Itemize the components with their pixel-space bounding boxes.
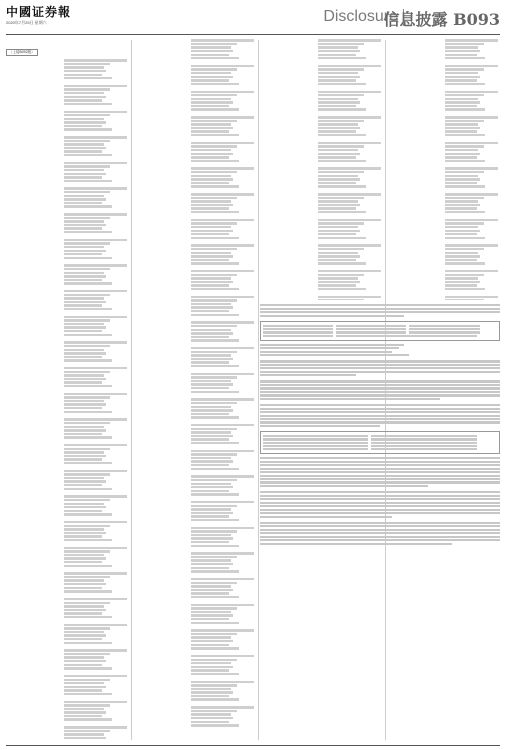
- list-item: [133, 705, 257, 728]
- continued-from-label: （上接B092版）: [6, 49, 38, 56]
- entry-details: [64, 212, 130, 235]
- entry-org-name: [133, 525, 189, 548]
- entry-org-name: [133, 397, 189, 420]
- entry-org-name: [6, 597, 62, 620]
- list-item: [6, 469, 130, 492]
- entry-org-name: [387, 141, 443, 164]
- entry-details: [64, 366, 130, 389]
- list-item: [6, 520, 130, 543]
- entry-org-name: [133, 423, 189, 446]
- entry-org-name: [133, 346, 189, 369]
- issue-date: 2020年7月25日 星期六: [6, 20, 47, 25]
- entry-details: [191, 320, 257, 343]
- list-item: [260, 192, 384, 215]
- column-divider: [131, 40, 132, 740]
- list-item: [387, 192, 500, 215]
- entry-details: [445, 243, 500, 266]
- entry-org-name: [6, 443, 62, 466]
- entry-org-name: [133, 115, 189, 138]
- column-2: [133, 38, 257, 741]
- entry-details: [64, 469, 130, 492]
- entry-details: [191, 500, 257, 523]
- list-item: [133, 295, 257, 318]
- entry-org-name: [133, 64, 189, 87]
- entry-details: [445, 166, 500, 189]
- entry-details: [64, 186, 130, 209]
- list-item: [260, 115, 384, 138]
- entry-org-name: [133, 166, 189, 189]
- list-item: [6, 622, 130, 645]
- entry-details: [64, 520, 130, 543]
- list-item: [6, 238, 130, 261]
- entry-org-name: [133, 705, 189, 728]
- entry-org-name: [133, 141, 189, 164]
- list-item: [6, 212, 130, 235]
- entry-org-name: [133, 372, 189, 395]
- entry-org-name: [6, 725, 62, 741]
- entry-org-name: [6, 161, 62, 184]
- section-name-chinese: [383, 7, 500, 30]
- list-item: [6, 674, 130, 697]
- entry-details: [64, 135, 130, 158]
- list-item: [6, 109, 130, 132]
- entry-org-name: [6, 238, 62, 261]
- notice-table: [260, 321, 500, 341]
- entry-org-name: [6, 135, 62, 158]
- list-item: [387, 38, 500, 61]
- entry-org-name: [6, 494, 62, 517]
- list-item: [6, 135, 130, 158]
- list-item: [260, 243, 384, 266]
- entry-org-name: [6, 417, 62, 440]
- entry-details: [64, 263, 130, 286]
- entry-org-name: [6, 263, 62, 286]
- list-item: [133, 346, 257, 369]
- notice-paragraph: [260, 522, 500, 545]
- announcement-notice: [260, 303, 500, 743]
- notice-paragraph: [260, 380, 500, 400]
- list-item: [133, 89, 257, 112]
- entry-details: [191, 346, 257, 369]
- column-4: [387, 38, 500, 300]
- entry-org-name: [6, 520, 62, 543]
- masthead: [0, 0, 506, 38]
- entry-org-name: [133, 500, 189, 523]
- list-item: [387, 269, 500, 292]
- notice-table: [260, 431, 500, 454]
- entry-details: [64, 494, 130, 517]
- entry-org-name: [133, 577, 189, 600]
- list-item: [133, 551, 257, 574]
- list-item: [133, 372, 257, 395]
- entry-org-name: [133, 654, 189, 677]
- entry-details: [445, 269, 500, 292]
- entry-list: [133, 38, 257, 728]
- entry-list: [6, 58, 130, 741]
- notice-paragraph: [260, 457, 500, 487]
- entry-org-name: [133, 474, 189, 497]
- entry-details: [191, 269, 257, 292]
- entry-details: [191, 397, 257, 420]
- entry-details: [64, 648, 130, 671]
- list-item: [133, 602, 257, 625]
- entry-details: [191, 38, 257, 61]
- entry-org-name: [6, 58, 62, 81]
- list-item: [133, 115, 257, 138]
- entry-org-name: [6, 545, 62, 568]
- entry-org-name: [133, 679, 189, 702]
- entry-details: [445, 38, 500, 61]
- entry-details: [445, 192, 500, 215]
- entry-org-name: [260, 115, 316, 138]
- list-item: [6, 58, 130, 81]
- entry-details: [191, 423, 257, 446]
- entry-org-name: [387, 295, 443, 300]
- entry-details: [191, 192, 257, 215]
- list-item: [6, 366, 130, 389]
- list-item: [260, 89, 384, 112]
- entry-details: [191, 243, 257, 266]
- list-item: [133, 64, 257, 87]
- list-item: [260, 64, 384, 87]
- entry-org-name: [133, 192, 189, 215]
- notice-paragraph: [260, 304, 500, 317]
- entry-details: [445, 141, 500, 164]
- entry-details: [191, 705, 257, 728]
- list-item: [6, 597, 130, 620]
- entry-org-name: [133, 449, 189, 472]
- list-item: [260, 295, 384, 300]
- list-item: [6, 161, 130, 184]
- notice-paragraph: [260, 344, 500, 357]
- entry-org-name: [6, 109, 62, 132]
- entry-details: [318, 115, 384, 138]
- entry-org-name: [133, 269, 189, 292]
- entry-org-name: [6, 315, 62, 338]
- list-item: [133, 679, 257, 702]
- list-item: [6, 571, 130, 594]
- list-item: [260, 166, 384, 189]
- section-title: 信息披露: [383, 10, 448, 29]
- list-item: [387, 218, 500, 241]
- page-code: B093: [453, 10, 500, 29]
- list-item: [6, 84, 130, 107]
- entry-org-name: [6, 289, 62, 312]
- entry-org-name: [133, 243, 189, 266]
- list-item: [6, 648, 130, 671]
- entry-org-name: [260, 218, 316, 241]
- entry-org-name: [260, 89, 316, 112]
- list-item: [6, 417, 130, 440]
- entry-org-name: [133, 218, 189, 241]
- entry-details: [191, 295, 257, 318]
- entry-details: [64, 238, 130, 261]
- entry-org-name: [260, 243, 316, 266]
- entry-details: [64, 674, 130, 697]
- entry-details: [318, 218, 384, 241]
- list-item: [387, 166, 500, 189]
- entry-org-name: [6, 340, 62, 363]
- entry-details: [191, 525, 257, 548]
- entry-org-name: [133, 295, 189, 318]
- entry-org-name: [6, 366, 62, 389]
- entry-details: [191, 474, 257, 497]
- entry-details: [191, 372, 257, 395]
- list-item: [6, 494, 130, 517]
- entry-org-name: [133, 551, 189, 574]
- entry-details: [191, 449, 257, 472]
- list-item: [6, 699, 130, 722]
- entry-org-name: [387, 115, 443, 138]
- entry-details: [445, 115, 500, 138]
- entry-org-name: [387, 166, 443, 189]
- entry-org-name: [6, 674, 62, 697]
- entry-list: [387, 38, 500, 300]
- list-item: [133, 141, 257, 164]
- entry-org-name: [6, 186, 62, 209]
- entry-details: [191, 654, 257, 677]
- list-item: [6, 443, 130, 466]
- entry-details: [318, 89, 384, 112]
- entry-details: [64, 315, 130, 338]
- notice-paragraph: [260, 491, 500, 518]
- list-item: [6, 340, 130, 363]
- entry-org-name: [6, 648, 62, 671]
- entry-details: [64, 289, 130, 312]
- entry-org-name: [387, 218, 443, 241]
- list-item: [387, 141, 500, 164]
- entry-details: [64, 340, 130, 363]
- entry-details: [191, 166, 257, 189]
- list-item: [6, 315, 130, 338]
- entry-details: [191, 551, 257, 574]
- list-item: [260, 38, 384, 61]
- entry-org-name: [387, 89, 443, 112]
- list-item: [387, 64, 500, 87]
- entry-details: [64, 417, 130, 440]
- entry-details: [318, 166, 384, 189]
- list-item: [6, 289, 130, 312]
- entry-org-name: [387, 64, 443, 87]
- entry-details: [64, 443, 130, 466]
- paper-name: 中國证券報: [6, 5, 72, 19]
- column-divider: [258, 40, 259, 740]
- list-item: [133, 628, 257, 651]
- list-item: [6, 545, 130, 568]
- list-item: [133, 38, 257, 61]
- entry-details: [191, 577, 257, 600]
- entry-org-name: [260, 269, 316, 292]
- list-item: [387, 295, 500, 300]
- list-item: [6, 725, 130, 741]
- list-item: [260, 141, 384, 164]
- footer-rule: [6, 745, 500, 746]
- entry-details: [445, 295, 500, 300]
- list-item: [387, 89, 500, 112]
- entry-org-name: [133, 38, 189, 61]
- list-item: [133, 474, 257, 497]
- section-name-english: Disclosure: [323, 8, 398, 25]
- entry-details: [191, 89, 257, 112]
- entry-org-name: [6, 699, 62, 722]
- list-item: [133, 192, 257, 215]
- entry-org-name: [133, 89, 189, 112]
- entry-org-name: [6, 469, 62, 492]
- entry-details: [318, 141, 384, 164]
- entry-details: [191, 141, 257, 164]
- entry-details: [64, 161, 130, 184]
- list-item: [260, 218, 384, 241]
- notice-paragraph: [260, 360, 500, 376]
- list-item: [6, 186, 130, 209]
- list-item: [387, 115, 500, 138]
- entry-details: [64, 699, 130, 722]
- entry-details: [64, 109, 130, 132]
- entry-org-name: [260, 192, 316, 215]
- entry-details: [64, 545, 130, 568]
- column-1: [6, 38, 130, 741]
- entry-details: [191, 602, 257, 625]
- list-item: [133, 397, 257, 420]
- entry-details: [445, 89, 500, 112]
- entry-org-name: [6, 84, 62, 107]
- entry-details: [191, 115, 257, 138]
- list-item: [133, 577, 257, 600]
- list-item: [133, 243, 257, 266]
- list-item: [133, 320, 257, 343]
- entry-details: [318, 295, 384, 300]
- entry-org-name: [133, 628, 189, 651]
- entry-details: [64, 84, 130, 107]
- entry-details: [64, 622, 130, 645]
- entry-details: [64, 597, 130, 620]
- list-item: [133, 525, 257, 548]
- header-rule: [6, 34, 500, 35]
- entry-details: [64, 725, 130, 741]
- entry-org-name: [387, 38, 443, 61]
- column-3: [260, 38, 384, 300]
- entry-org-name: [6, 212, 62, 235]
- entry-org-name: [6, 392, 62, 415]
- entry-org-name: [387, 192, 443, 215]
- entry-org-name: [260, 64, 316, 87]
- list-item: [133, 166, 257, 189]
- list-item: [6, 392, 130, 415]
- entry-org-name: [260, 166, 316, 189]
- entry-org-name: [133, 320, 189, 343]
- entry-org-name: [260, 38, 316, 61]
- entry-details: [64, 58, 130, 81]
- entry-org-name: [6, 571, 62, 594]
- entry-details: [191, 628, 257, 651]
- entry-details: [64, 571, 130, 594]
- entry-org-name: [6, 622, 62, 645]
- entry-org-name: [260, 295, 316, 300]
- entry-details: [191, 64, 257, 87]
- entry-details: [318, 38, 384, 61]
- list-item: [133, 269, 257, 292]
- entry-details: [445, 218, 500, 241]
- list-item: [260, 269, 384, 292]
- list-item: [133, 654, 257, 677]
- entry-list: [260, 38, 384, 300]
- entry-org-name: [387, 243, 443, 266]
- entry-details: [318, 243, 384, 266]
- list-item: [6, 263, 130, 286]
- entry-details: [445, 64, 500, 87]
- entry-details: [318, 64, 384, 87]
- entry-org-name: [133, 602, 189, 625]
- list-item: [133, 423, 257, 446]
- list-item: [133, 449, 257, 472]
- entry-details: [318, 269, 384, 292]
- entry-org-name: [387, 269, 443, 292]
- entry-details: [64, 392, 130, 415]
- entry-details: [318, 192, 384, 215]
- entry-details: [191, 679, 257, 702]
- list-item: [387, 243, 500, 266]
- list-item: [133, 500, 257, 523]
- list-item: [133, 218, 257, 241]
- entry-org-name: [260, 141, 316, 164]
- notice-paragraph: [260, 404, 500, 427]
- entry-details: [191, 218, 257, 241]
